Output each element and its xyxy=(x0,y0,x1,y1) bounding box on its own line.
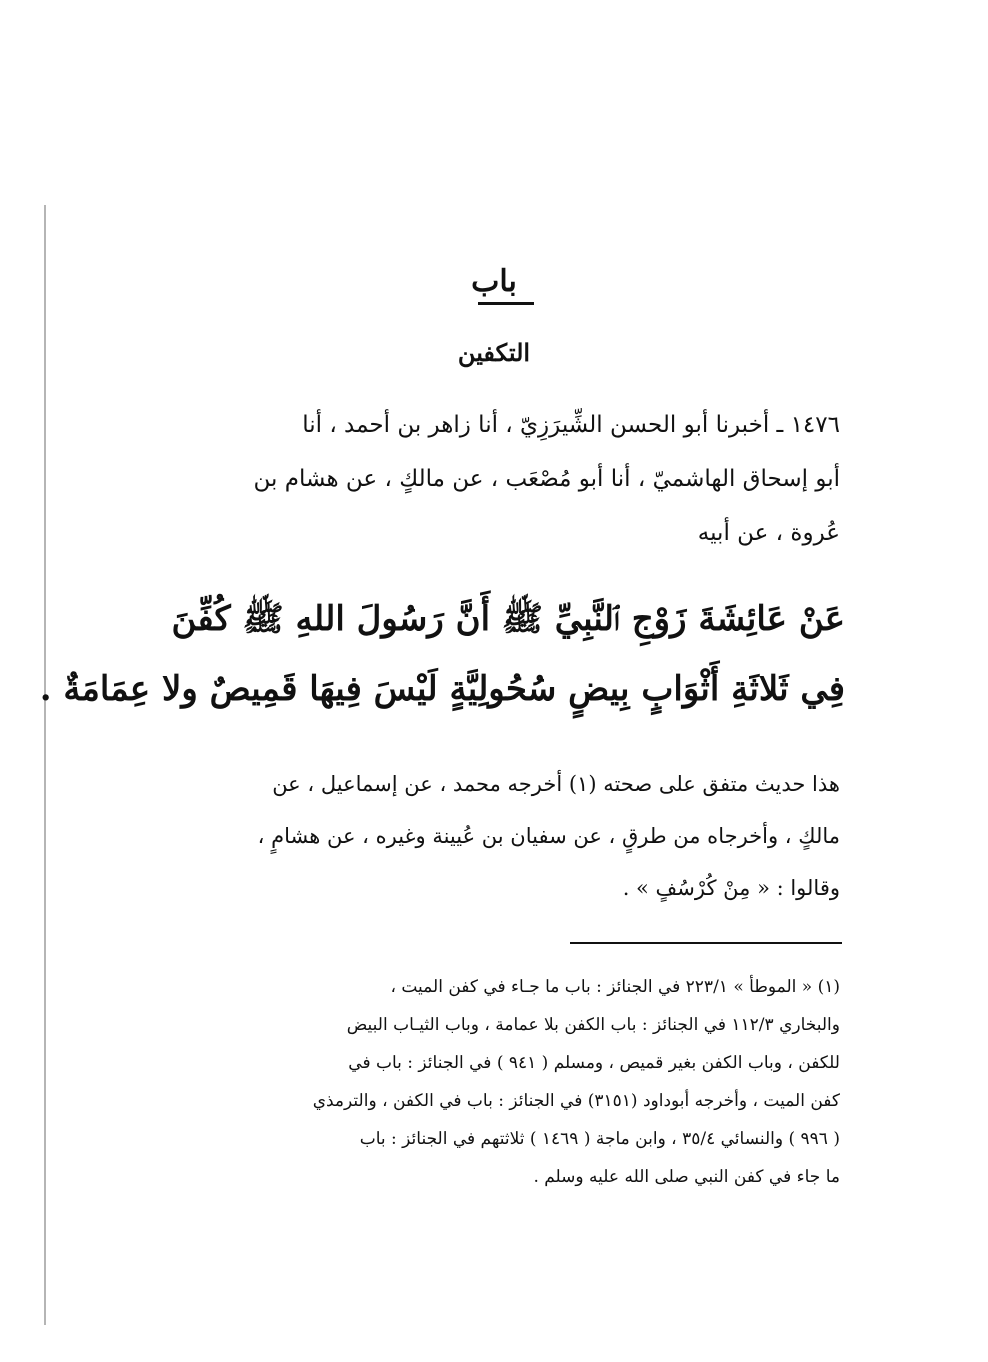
hadith-matn xyxy=(39,584,845,724)
chapter-subheading: التكفين xyxy=(457,338,531,367)
footnote-line: للكفن ، وباب الكفن بغير قميص ، ومسلم ( ٩٤١ ) في الجنائز : باب في xyxy=(348,1053,840,1073)
commentary-line: وقالوا : « مِنْ كُرْسُفٍ » . xyxy=(622,876,840,900)
hadith-commentary xyxy=(150,758,840,914)
footnotes xyxy=(150,968,840,1196)
isnad-line: عُروة ، عن أبيه xyxy=(697,520,840,546)
commentary-line: هذا حديث متفق على صحته (١) أخرجه محمد ، عن إسماعيل ، عن xyxy=(272,772,840,796)
commentary-line: مالكٍ ، وأخرجاه من طرقٍ ، عن سفيان بن عُيينة وغيره ، عن هشامٍ ، xyxy=(257,824,840,848)
footnote-separator xyxy=(570,942,842,944)
hadith-isnad xyxy=(150,398,840,560)
footnote-line: والبخاري ١١٢/٣ في الجنائز : باب الكفن بلا عمامة ، وباب الثيـاب البيض xyxy=(346,1015,840,1035)
footnote-line: (١) « الموطأ » ٢٢٣/١ في الجنائز : باب ما جـاء في كفن الميت ، xyxy=(390,977,840,997)
chapter-heading: باب xyxy=(471,264,517,299)
isnad-line: ١٤٧٦ ـ أخبرنا أبو الحسن الشِّيرَزِيّ ، أنا زاهر بن أحمد ، أنا xyxy=(302,412,840,438)
isnad-line: أبو إسحاق الهاشميّ ، أنا أبو مُصْعَب ، عن مالكٍ ، عن هشام بن xyxy=(253,466,840,492)
matn-line: عَنْ عَائِشَةَ زَوْجِ ٱلنَّبِيِّ ﷺ أَنَّ رَسُولَ اللهِ ﷺ كُفِّنَ xyxy=(171,599,845,639)
chapter-heading-underline xyxy=(478,302,534,305)
scan-gutter-line xyxy=(44,205,46,1325)
footnote-line: ( ٩٩٦ ) والنسائي ٣٥/٤ ، وابن ماجة ( ١٤٦٩ ) ثلاثتهم في الجنائز : باب xyxy=(359,1129,840,1149)
matn-line: فِي ثَلاثَةِ أَثْوَابٍ بِيضٍ سُحُولِيَّةٍ لَيْسَ فِيهَا قَمِيصٌ ولا عِمَامَةٌ . xyxy=(39,669,845,709)
footnote-line: ما جاء في كفن النبي صلى الله عليه وسلم . xyxy=(533,1167,840,1187)
footnote-line: كفن الميت ، وأخرجه أبوداود (٣١٥١) في الجنائز : باب في الكفن ، والترمذي xyxy=(312,1091,840,1111)
